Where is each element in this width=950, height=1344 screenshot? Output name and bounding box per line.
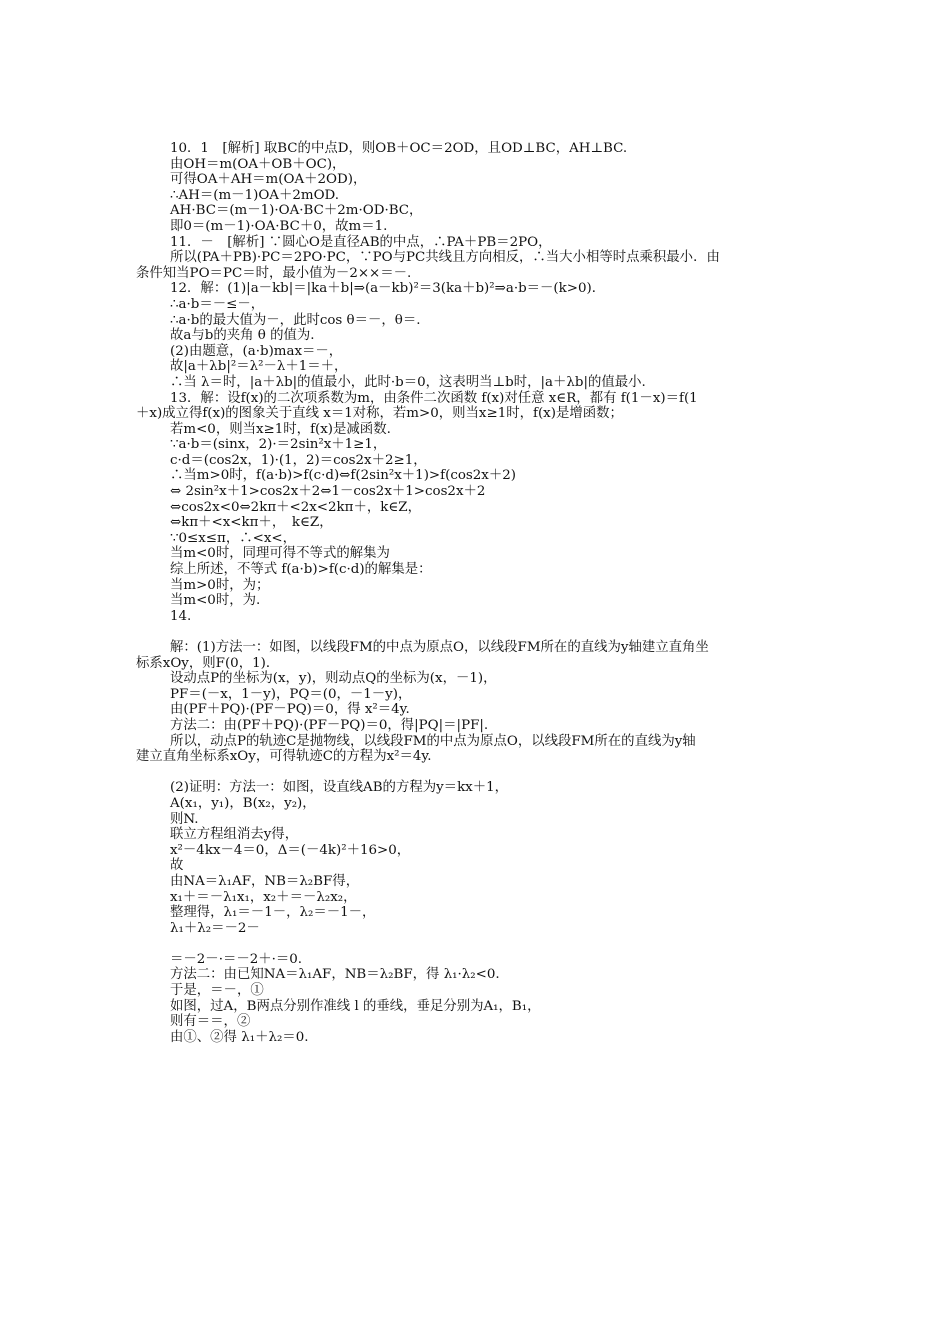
- solution-text: [136, 141, 816, 1045]
- text-line: ⇔kπ＋<x<kπ＋， k∈Z，: [170, 515, 333, 531]
- text-line: 于是，＝－，①: [170, 983, 264, 999]
- text-line: 11．－ [解析] ∵圆心O是直径AB的中点，∴PA＋PB＝2PO，: [170, 234, 552, 250]
- text-line: ∴a·b的最大值为－，此时cos θ＝－，θ＝.: [170, 312, 421, 328]
- text-line: x₁＋＝－λ₁x₁，x₂＋＝－λ₂x₂，: [170, 889, 357, 905]
- blank-line: [136, 765, 816, 781]
- text-line: ∵a·b＝(sinx，2)·＝2sin²x＋1≥1，: [170, 437, 387, 453]
- text-line: 所以(PA＋PB)·PC＝2PO·PC，∵PO与PC共线且方向相反，∴当大小相等时点乘积最小．由: [170, 250, 720, 266]
- text-line: 设动点P的坐标为(x，y)，则动点Q的坐标为(x，－1)，: [170, 671, 497, 687]
- text-line: 如图，过A，B两点分别作准线 l 的垂线，垂足分别为A₁，B₁，: [170, 998, 541, 1014]
- text-line: 13．解：设f(x)的二次项系数为m，由条件二次函数 f(x)对任意 x∈R，都有 f(1－x)＝f(1: [170, 390, 698, 406]
- text-line: ＝－2－·＝－2＋·＝0.: [170, 951, 303, 967]
- text-line: 方法二：由(PF＋PQ)·(PF－PQ)＝0，得|PQ|＝|PF|.: [170, 717, 489, 733]
- text-line: x²－4kx－4＝0，Δ＝(－4k)²＋16>0，: [170, 842, 411, 858]
- text-line: A(x₁，y₁)，B(x₂，y₂)，: [170, 795, 316, 811]
- text-line: 14.: [170, 608, 192, 624]
- text-line: 故|a＋λb|²＝λ²－λ＋1＝＋，: [170, 359, 348, 375]
- text-line: 条件知当PO＝PC＝时，最小值为－2××＝－.: [136, 265, 412, 281]
- text-line: 建立直角坐标系xOy，可得轨迹C的方程为x²＝4y.: [136, 749, 432, 765]
- text-line: 解：(1)方法一：如图，以线段FM的中点为原点O，以线段FM所在的直线为y轴建立直角坐: [170, 640, 709, 655]
- text-line: 综上所述，不等式 f(a·b)>f(c·d)的解集是：: [170, 562, 432, 578]
- text-line: ⇔ 2sin²x＋1>cos2x＋2⇔1－cos2x＋1>cos2x＋2: [170, 484, 486, 500]
- text-line: 所以，动点P的轨迹C是抛物线，以线段FM的中点为原点O，以线段FM所在的直线为y轴: [170, 733, 696, 749]
- text-line: ⇔cos2x<0⇔2kπ＋<2x<2kπ＋，k∈Z，: [170, 499, 421, 515]
- text-line: ∴当 λ＝时，|a＋λb|的值最小，此时·b＝0，这表明当⊥b时，|a＋λb|的值最小.: [170, 374, 646, 390]
- text-line: 由OH＝m(OA＋OB＋OC)，: [170, 156, 346, 172]
- text-line: ∴a·b＝－≤－，: [170, 296, 265, 312]
- text-line: 故: [170, 858, 184, 874]
- text-line: ＋x)成立得f(x)的图象关于直线 x＝1对称，若m>0，则当x≥1时，f(x)是增函数；: [136, 406, 623, 422]
- text-line: 整理得，λ₁＝－1－，λ₂＝－1－，: [170, 905, 376, 921]
- blank-line: [136, 624, 816, 640]
- text-line: 则有＝＝，②: [170, 1014, 251, 1030]
- text-line: 联立方程组消去y得，: [170, 827, 299, 843]
- text-line: 则N.: [170, 811, 199, 827]
- text-line: 标系xOy，则F(0，1)．: [136, 655, 280, 671]
- text-line: (2)由题意，(a·b)max＝－，: [170, 343, 343, 359]
- text-line: 当m>0时，为；: [170, 577, 270, 593]
- text-line: 故a与b的夹角 θ 的值为.: [170, 328, 315, 344]
- text-line: AH·BC＝(m－1)·OA·BC＋2m·OD·BC，: [170, 203, 423, 219]
- text-line: λ₁＋λ₂＝－2－: [170, 920, 260, 936]
- text-line: ∵0≤x≤π，∴<x<，: [170, 530, 296, 546]
- text-line: 由NA＝λ₁AF，NB＝λ₂BF得，: [170, 873, 360, 889]
- text-line: PF＝(－x，1－y)，PQ＝(0，－1－y)，: [170, 686, 412, 702]
- text-line: 12．解：(1)|a－kb|＝|ka＋b|⇒(a－kb)²＝3(ka＋b)²⇒a·b＝－(k>0)．: [170, 281, 606, 297]
- text-line: 可得OA＋AH＝m(OA＋2OD)，: [170, 172, 367, 188]
- text-line: ∴AH＝(m－1)OA＋2mOD.: [170, 187, 340, 203]
- text-line: (2)证明：方法一：如图，设直线AB的方程为y＝kx＋1，: [170, 780, 509, 796]
- text-line: ∴当m>0时，f(a·b)>f(c·d)⇔f(2sin²x＋1)>f(cos2x＋2): [170, 468, 516, 484]
- blank-line: [136, 936, 816, 952]
- text-line: 方法二：由已知NA＝λ₁AF，NB＝λ₂BF，得 λ₁·λ₂<0.: [170, 967, 500, 983]
- text-line: c·d＝(cos2x，1)·(1，2)＝cos2x＋2≥1，: [170, 452, 427, 468]
- text-line: 当m<0时，同理可得不等式的解集为: [170, 546, 390, 562]
- text-line: 若m<0，则当x≥1时，f(x)是减函数.: [170, 421, 391, 437]
- text-line: 由(PF＋PQ)·(PF－PQ)＝0，得 x²＝4y.: [170, 702, 410, 718]
- text-line: 10．1 [解析] 取BC的中点D，则OB＋OC＝2OD，且OD⊥BC，AH⊥BC.: [170, 141, 628, 156]
- text-line: 当m<0时，为.: [170, 593, 261, 609]
- text-line: 由①、②得 λ₁＋λ₂＝0.: [170, 1029, 309, 1045]
- text-line: 即0＝(m－1)·OA·BC＋0，故m＝1.: [170, 218, 388, 234]
